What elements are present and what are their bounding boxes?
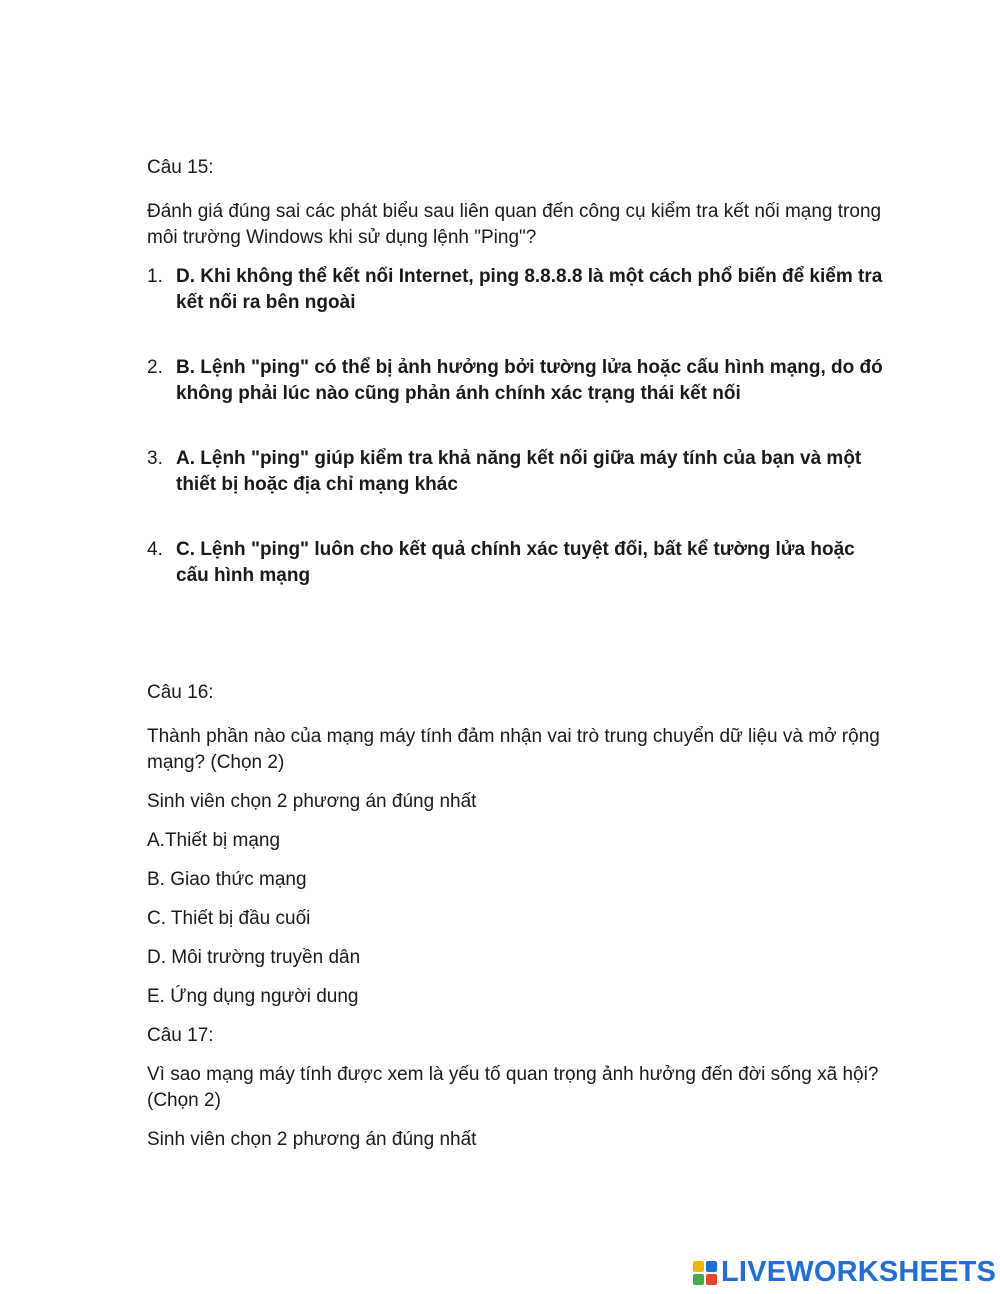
logo-tile-red <box>706 1274 717 1285</box>
logo-tile-blue <box>706 1261 717 1272</box>
question-16-label: Câu 16: <box>147 682 214 703</box>
question-16-text: Thành phần nào của mạng máy tính đảm nhận vai trò trung chuyển dữ liệu và mở rộng mạng? (Chọn 2) <box>147 726 880 773</box>
liveworksheets-logo <box>693 1256 996 1289</box>
statement-item <box>147 355 887 407</box>
worksheet-content <box>147 155 887 1166</box>
statement-text: D. Khi không thể kết nối Internet, ping 8.8.8.8 là một cách phổ biến để kiểm tra kết nối ra bên ngoài <box>176 266 883 313</box>
statement-item <box>147 264 887 316</box>
statement-text: C. Lệnh "ping" luôn cho kết quả chính xác tuyệt đối, bất kể tường lửa hoặc cấu hình mạng <box>176 539 855 586</box>
question-17-instruction: Sinh viên chọn 2 phương án đúng nhất <box>147 1129 477 1150</box>
statement-number: 2. <box>147 357 163 378</box>
question-15-label: Câu 15: <box>147 157 214 178</box>
statement-text: B. Lệnh "ping" có thể bị ảnh hưởng bởi tường lửa hoặc cấu hình mạng, do đó không phải lúc nào cũng phản ánh chính xác trạng thái kết nối <box>176 357 883 404</box>
statement-item <box>147 537 887 589</box>
statement-number: 3. <box>147 448 163 469</box>
question-16 <box>147 680 887 1010</box>
answer-option: B. Giao thức mạng <box>147 869 307 890</box>
question-17-text: Vì sao mạng máy tính được xem là yếu tố quan trọng ảnh hưởng đến đời sống xã hội? (Chọn 2) <box>147 1064 879 1111</box>
statement-number: 1. <box>147 266 163 287</box>
logo-tile-green <box>693 1274 704 1285</box>
question-17-label: Câu 17: <box>147 1025 214 1046</box>
statement-number: 4. <box>147 539 163 560</box>
answer-option: C. Thiết bị đầu cuối <box>147 908 311 929</box>
logo-text: LIVEWORKSHEETS <box>721 1256 997 1288</box>
question-16-instruction: Sinh viên chọn 2 phương án đúng nhất <box>147 791 477 812</box>
statement-item <box>147 446 887 498</box>
statement-text: A. Lệnh "ping" giúp kiểm tra khả năng kết nối giữa máy tính của bạn và một thiết bị hoặc địa chỉ mạng khác <box>176 448 862 495</box>
question-15-text: Đánh giá đúng sai các phát biểu sau liên quan đến công cụ kiểm tra kết nối mạng trong môi trường Windows khi sử dụng lệnh "Ping"? <box>147 201 882 248</box>
liveworksheets-logo-icon <box>693 1261 717 1285</box>
answer-option: A.Thiết bị mạng <box>147 830 281 851</box>
answer-option: E. Ứng dụng người dung <box>147 986 359 1007</box>
question-15 <box>147 155 887 589</box>
logo-tile-yellow <box>693 1261 704 1272</box>
question-17 <box>147 1023 887 1153</box>
answer-option: D. Môi trường truyền dân <box>147 947 361 968</box>
question-15-statements <box>147 264 887 589</box>
